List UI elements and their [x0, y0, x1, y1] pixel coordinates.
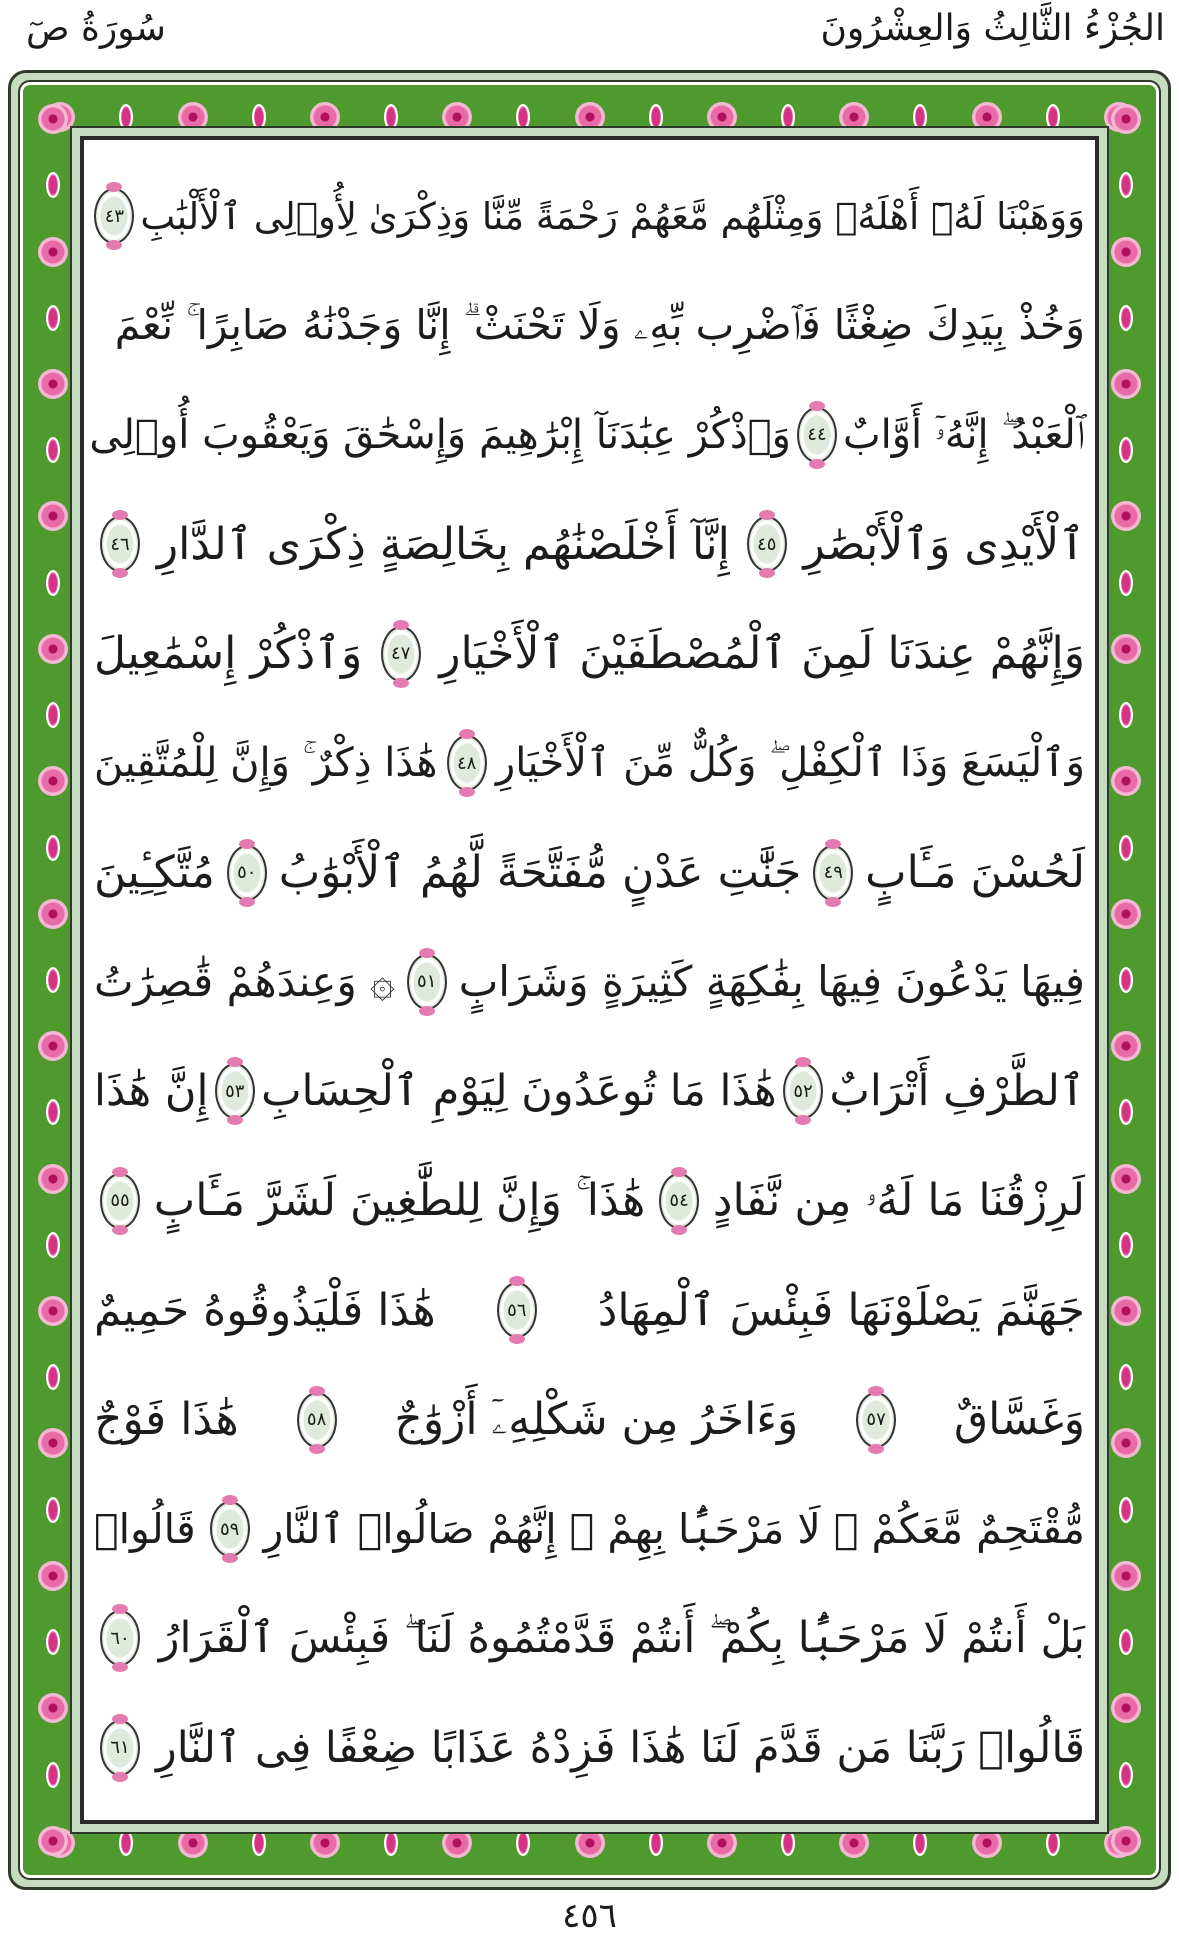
bud-ornament-icon [1119, 1497, 1133, 1523]
verse-text: هَٰذَا مَا تُوعَدُونَ لِيَوْمِ ٱلْحِسَابِ [261, 1066, 777, 1117]
flower-ornament-icon [1111, 766, 1141, 796]
page-number: ٤٥٦ [562, 1896, 617, 1936]
surah-title: سُورَةُ صٓ [26, 8, 166, 49]
bud-ornament-icon [46, 835, 60, 861]
bud-ornament-icon [1119, 1232, 1133, 1258]
text-line [94, 1586, 1085, 1690]
flower-ornament-icon [1111, 1693, 1141, 1723]
flower-ornament-icon [38, 1561, 68, 1591]
bud-ornament-icon [1119, 702, 1133, 728]
ayah-number-marker: ٤٣ [94, 188, 134, 244]
ayah-number-marker: ٥٩ [210, 1501, 250, 1557]
ayah-number-marker: ٤٤ [797, 407, 837, 463]
bud-ornament-icon [1119, 305, 1133, 331]
verse-text: وَءَاخَرُ مِن شَكْلِهِۦٓ أَزْوَٰجٌ [394, 1394, 799, 1446]
flower-ornament-icon [1111, 899, 1141, 929]
text-line [94, 602, 1085, 706]
ornamental-border [8, 70, 1171, 1890]
text-line [94, 821, 1085, 925]
ayah-number-marker: ٥٤ [659, 1173, 699, 1229]
bud-ornament-icon [1119, 1629, 1133, 1655]
flower-ornament-icon [38, 899, 68, 929]
text-line [94, 1696, 1085, 1800]
flower-ornament-icon [38, 1164, 68, 1194]
flower-ornament-icon [38, 1693, 68, 1723]
verse-text: وَٱذْكُرْ عِبَٰدَنَآ إِبْرَٰهِيمَ وَإِسْحَٰقَ وَيَعْقُوبَ أُو۟لِى [89, 411, 791, 458]
ayah-number-marker: ٦٠ [100, 1610, 140, 1666]
flower-ornament-icon [1111, 1164, 1141, 1194]
border-motif-col-right [1102, 85, 1150, 1875]
verse-text: هَٰذَا فَلْيَذُوقُوهُ حَمِيمٌ [94, 1284, 436, 1336]
flower-ornament-icon [1111, 1561, 1141, 1591]
verse-text: وَغَسَّاقٌ [953, 1394, 1085, 1446]
verse-text: وَٱذْكُرْ إِسْمَٰعِيلَ [94, 628, 363, 680]
verse-text: هَٰذَا فَوْجٌ [94, 1394, 239, 1446]
text-line [94, 1368, 1085, 1472]
text-lines [89, 164, 1085, 1800]
ayah-number-marker: ٥٥ [100, 1173, 140, 1229]
bud-ornament-icon [46, 172, 60, 198]
bud-ornament-icon [46, 1364, 60, 1390]
flower-ornament-icon [1111, 369, 1141, 399]
bud-ornament-icon [46, 1629, 60, 1655]
text-line [94, 1149, 1085, 1253]
ayah-number-marker: ٥٢ [783, 1063, 823, 1119]
ayah-number-marker: ٤٦ [100, 516, 140, 572]
bud-ornament-icon [1119, 1099, 1133, 1125]
text-line [94, 164, 1085, 268]
verse-text: لَرِزْقُنَا مَا لَهُۥ مِن نَّفَادٍ [712, 1175, 1085, 1227]
bud-ornament-icon [46, 702, 60, 728]
verse-text: ٱلطَّرْفِ أَتْرَابٌ [829, 1066, 1085, 1117]
verse-text: قَالُوا۟ رَبَّنَا مَن قَدَّمَ لَنَا هَٰذَا فَزِدْهُ عَذَابًا ضِعْفًا فِى ٱلنَّارِ [156, 1722, 1085, 1773]
verse-text: وَٱلْيَسَعَ وَذَا ٱلْكِفْلِ ۖ وَكُلٌّ مِّنَ ٱلْأَخْيَارِ [495, 740, 1085, 787]
bud-ornament-icon [1119, 967, 1133, 993]
flower-ornament-icon [38, 766, 68, 796]
verse-text: ٱلْأَيْدِى وَٱلْأَبْصَٰرِ [803, 518, 1085, 570]
flower-ornament-icon [38, 1296, 68, 1326]
ayah-number-marker: ٥٧ [856, 1392, 896, 1448]
verse-text: إِنَّآ أَخْلَصْنَٰهُم بِخَالِصَةٍ ذِكْرَى ٱلدَّارِ [156, 518, 730, 570]
verse-text: إِنَّ هَٰذَا [94, 1066, 209, 1117]
verse-text: وَخُذْ بِيَدِكَ ضِغْثًا فَٱضْرِب بِّهِۦ وَلَا تَحْنَثْ ۗ إِنَّا وَجَدْنَٰهُ صَابِرًا ۚ نِّعْمَ [114, 300, 1085, 349]
verse-text: وَإِنَّهُمْ عِندَنَا لَمِنَ ٱلْمُصْطَفَيْنَ ٱلْأَخْيَارِ [439, 628, 1085, 680]
verse-text: مُتَّكِـِٔينَ [94, 847, 215, 899]
bud-ornament-icon [1119, 835, 1133, 861]
flower-ornament-icon [1111, 1428, 1141, 1458]
flower-ornament-icon [38, 501, 68, 531]
bud-ornament-icon [1119, 1762, 1133, 1788]
ayah-number-marker: ٤٨ [447, 735, 487, 791]
flower-ornament-icon [1111, 104, 1141, 134]
ayah-number-marker: ٥٦ [497, 1282, 537, 1338]
bud-ornament-icon [46, 570, 60, 596]
ayah-number-marker: ٥٣ [215, 1063, 255, 1119]
flower-ornament-icon [1111, 1296, 1141, 1326]
text-line [94, 711, 1085, 815]
verse-text: لَحُسْنَ مَـَٔابٍ [865, 847, 1085, 899]
text-line [89, 383, 1085, 487]
ayah-number-marker: ٥٠ [227, 845, 267, 901]
quran-text-area [80, 136, 1099, 1824]
flower-ornament-icon [38, 1031, 68, 1061]
flower-ornament-icon [38, 1826, 68, 1856]
bud-ornament-icon [46, 967, 60, 993]
verse-text: هَٰذَا ذِكْرٌ ۚ وَإِنَّ لِلْمُتَّقِينَ [94, 740, 438, 787]
flower-ornament-icon [1111, 237, 1141, 267]
verse-text: قَالُوا۟ [94, 1505, 196, 1554]
verse-text: جَهَنَّمَ يَصْلَوْنَهَا فَبِئْسَ ٱلْمِهَادُ [597, 1284, 1085, 1336]
verse-text: هَٰذَا ۚ وَإِنَّ لِلطَّٰغِينَ لَشَرَّ مَـَٔابٍ [153, 1175, 646, 1227]
verse-text: بَلْ أَنتُمْ لَا مَرْحَبًۢا بِكُمْ ۖ أَنتُمْ قَدَّمْتُمُوهُ لَنَا ۖ فَبِئْسَ ٱلْقَرَارُ [158, 1613, 1085, 1664]
flower-ornament-icon [1111, 1826, 1141, 1856]
ayah-number-marker: ٥٨ [297, 1392, 337, 1448]
ayah-number-marker: ٦١ [100, 1720, 140, 1776]
flower-ornament-icon [38, 369, 68, 399]
flower-ornament-icon [1111, 1031, 1141, 1061]
bud-ornament-icon [46, 437, 60, 463]
bud-ornament-icon [1119, 172, 1133, 198]
bud-ornament-icon [46, 1762, 60, 1788]
flower-ornament-icon [38, 1428, 68, 1458]
text-line [94, 1477, 1085, 1581]
text-line [94, 273, 1085, 377]
bud-ornament-icon [1119, 570, 1133, 596]
bud-ornament-icon [46, 305, 60, 331]
ayah-number-marker: ٥١ [407, 954, 447, 1010]
bud-ornament-icon [1119, 1364, 1133, 1390]
ayah-number-marker: ٤٩ [813, 845, 853, 901]
ayah-number-marker: ٤٥ [747, 516, 787, 572]
flower-ornament-icon [1111, 501, 1141, 531]
juz-title: الجُزْءُ الثَّالِثُ وَالعِشْرُونَ [820, 8, 1165, 49]
verse-text: ٱلْعَبْدُ ۖ إِنَّهُۥٓ أَوَّابٌ [842, 411, 1085, 458]
text-line [94, 1258, 1085, 1362]
verse-text: ۞ وَعِندَهُمْ قَٰصِرَٰتُ [94, 957, 395, 1007]
verse-text: وَوَهَبْنَا لَهُۥٓ أَهْلَهُۥ وَمِثْلَهُم مَّعَهُمْ رَحْمَةً مِّنَّا وَذِكْرَىٰ لِأُو۟لِى ٱلْأَلْبَٰبِ [140, 194, 1085, 238]
flower-ornament-icon [1111, 634, 1141, 664]
text-line [94, 492, 1085, 596]
bud-ornament-icon [46, 1099, 60, 1125]
flower-ornament-icon [38, 237, 68, 267]
ayah-number-marker: ٤٧ [381, 626, 421, 682]
verse-text: جَنَّٰتِ عَدْنٍ مُّفَتَّحَةً لَّهُمُ ٱلْأَبْوَٰبُ [278, 847, 802, 899]
bud-ornament-icon [46, 1232, 60, 1258]
verse-text: فِيهَا يَدْعُونَ فِيهَا بِفَٰكِهَةٍ كَثِيرَةٍ وَشَرَابٍ [458, 957, 1085, 1007]
verse-text: مُّقْتَحِمٌ مَّعَكُمْ ۖ لَا مَرْحَبًۢا بِهِمْ ۚ إِنَّهُمْ صَالُوا۟ ٱلنَّارِ [263, 1505, 1085, 1554]
bud-ornament-icon [46, 1497, 60, 1523]
flower-ornament-icon [38, 634, 68, 664]
bud-ornament-icon [1119, 437, 1133, 463]
page-header [0, 0, 1179, 62]
text-line [94, 1039, 1085, 1143]
text-line [94, 930, 1085, 1034]
flower-ornament-icon [38, 104, 68, 134]
